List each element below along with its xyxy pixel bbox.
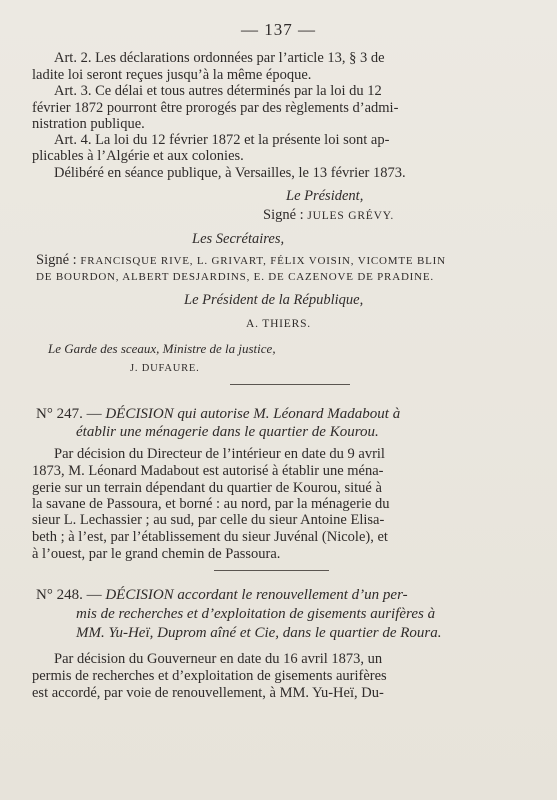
article-line: Art. 4. La loi du 12 février 1872 et la présente loi sont ap- [54, 132, 390, 148]
decision-body-line: Par décision du Directeur de l’intérieur en date du 9 avril [54, 446, 385, 462]
article-line: février 1872 pourront être prorogés par des règlements d’admi- [32, 100, 399, 116]
decision-title: DÉCISION accordant le renouvellement d’un per- [105, 587, 408, 603]
separator [214, 570, 329, 571]
president-signature [0, 206, 557, 225]
garde-title: Le Garde des sceaux, Ministre de la justice, [48, 341, 276, 356]
republique-name: A. THIERS. [246, 318, 311, 330]
separator [230, 384, 350, 385]
signed-label: Signé : [36, 252, 77, 268]
decision-247-heading [0, 405, 557, 423]
secretaires-title: Les Secrétaires, [192, 231, 285, 247]
decision-body-line: à l’ouest, par le grand chemin de Passoura. [32, 546, 281, 562]
signed-label: Signé : [263, 207, 304, 223]
decision-body-line: 1873, M. Léonard Madabout est autorisé à établir une ména- [32, 463, 384, 479]
decision-body-line: beth ; à l’est, par l’établissement du sieur Juvénal (Nicole), et [32, 529, 388, 545]
decision-number: N° 247. — [36, 406, 102, 422]
article-line: ladite loi seront reçues jusqu’à la même époque. [32, 67, 312, 83]
decision-body-line: gerie sur un terrain dépendant du quartier de Kourou, situé à [32, 480, 382, 496]
decision-body-line: permis de recherches et d’exploitation de gisements aurifères [32, 668, 387, 684]
decision-title: DÉCISION qui autorise M. Léonard Madabout à [105, 406, 401, 422]
decision-title: mis de recherches et d’exploitation de gisements aurifères à [76, 606, 436, 622]
article-line: Art. 3. Ce délai et tous autres déterminés par la loi du 12 [54, 83, 382, 99]
decision-body-line: est accordé, par voie de renouvellement, à MM. Yu-Heï, Du- [32, 685, 384, 701]
article-line: Délibéré en séance publique, à Versailles, le 13 février 1873. [54, 165, 406, 181]
decision-title: MM. Yu-Heï, Duprom aîné et Cie, dans le quartier de Roura. [76, 625, 442, 641]
article-line: Art. 2. Les déclarations ordonnées par l’article 13, § 3 de [54, 50, 385, 66]
article-line: nistration publique. [32, 116, 145, 132]
president-title: Le Président, [286, 188, 364, 204]
decision-body-line: la savane de Passoura, et borné : au nord, par la ménagerie du [32, 496, 390, 512]
decision-number: N° 248. — [36, 587, 102, 603]
page-number: — 137 — [241, 20, 316, 39]
secretaires-names-1: FRANCISQUE RIVE, L. GRIVART, FÉLIX VOISIN, VICOMTE BLIN [80, 255, 446, 267]
decision-body-line: Par décision du Gouverneur en date du 16 avril 1873, un [54, 651, 383, 667]
republique-title: Le Président de la République, [184, 292, 364, 308]
garde-name: J. DUFAURE. [130, 363, 200, 374]
decision-body-line: sieur L. Lechassier ; au sud, par celle du sieur Antoine Elisa- [32, 512, 385, 528]
secretaires-names-2: DE BOURDON, ALBERT DESJARDINS, E. DE CAZENOVE DE PRADINE. [36, 271, 434, 283]
article-line: plicables à l’Algérie et aux colonies. [32, 148, 244, 164]
president-name: JULES GRÉVY. [307, 210, 395, 222]
decision-title: établir une ménagerie dans le quartier de Kourou. [76, 424, 379, 440]
decision-248-heading [0, 586, 557, 604]
